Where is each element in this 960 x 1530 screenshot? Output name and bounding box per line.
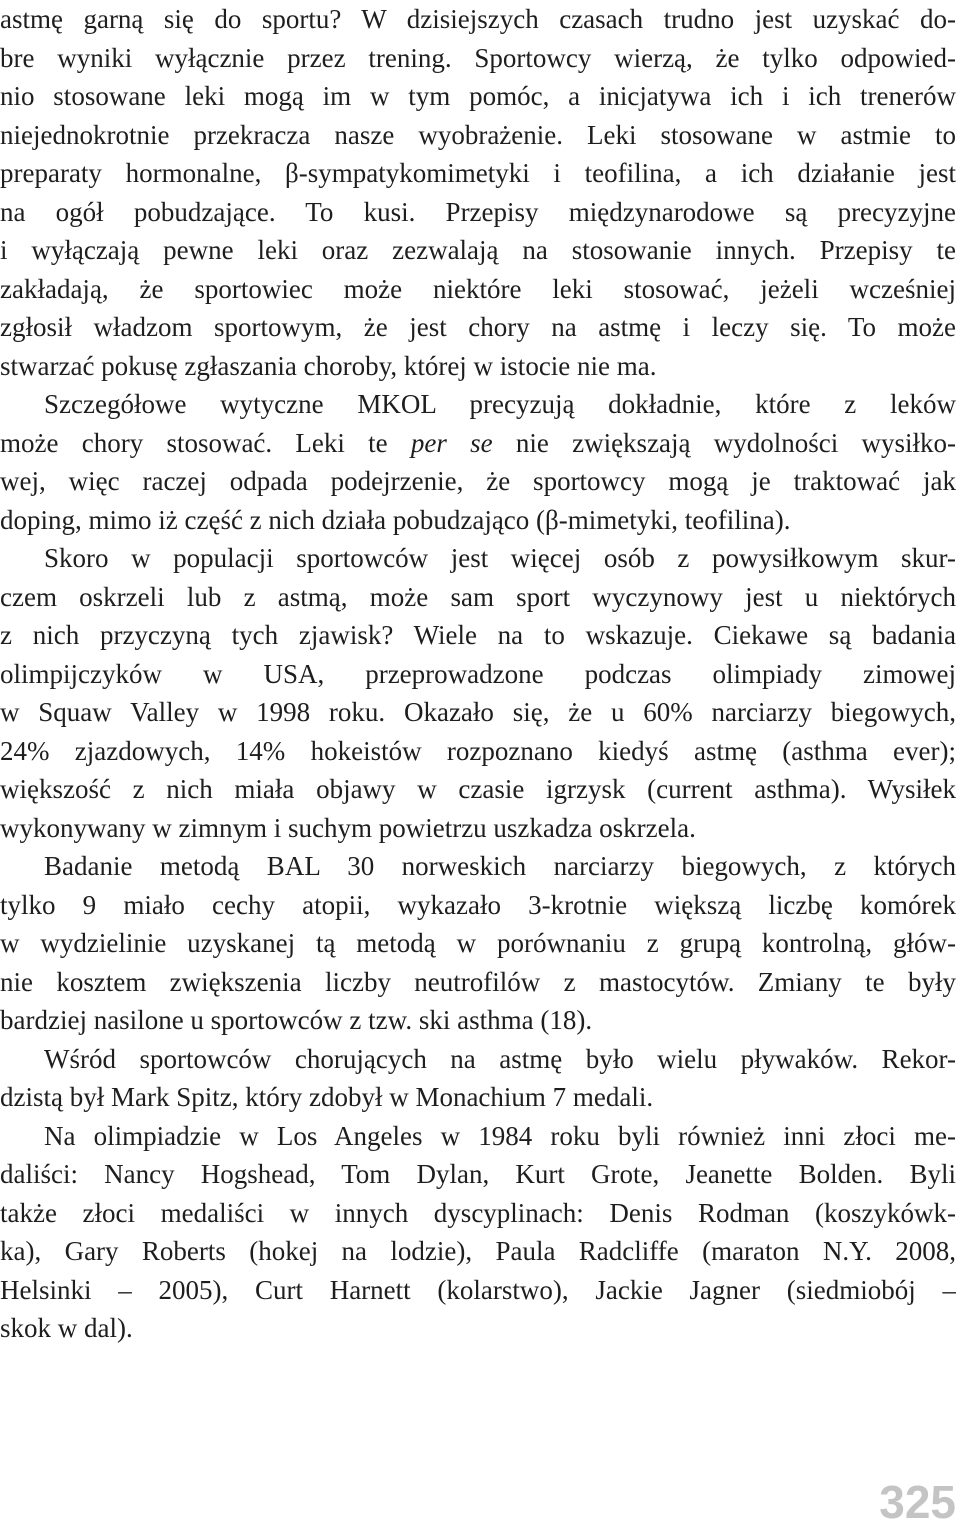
text-line: doping, mimo iż część z nich działa pobudzająco (β-mimetyki, teofilina).: [0, 504, 791, 535]
text-line: i wyłączają pewne leki oraz zezwalają na stosowanie innych. Przepisy te: [0, 235, 956, 265]
text-line: w Squaw Valley w 1998 roku. Okazało się, że u 60% narciarzy biegowych,: [0, 697, 956, 727]
text-line: Skoro w populacji sportowców jest więcej osób z powysiłkowym skur-: [44, 543, 956, 573]
text-line: zgłosił władzom sportowym, że jest chory na astmę i leczy się. To może: [0, 312, 956, 342]
text-line: tylko 9 miało cechy atopii, wykazało 3-krotnie większą liczbę komórek: [0, 889, 956, 920]
text-line: Badanie metodą BAL 30 norweskich narciarzy biegowych, z których: [44, 851, 956, 881]
text-line: na ogół pobudzające. To kusi. Przepisy międzynarodowe są precyzyjne: [0, 196, 956, 227]
text-line: także złoci medaliści w innych dyscyplinach: Denis Rodman (koszykówk-: [0, 1197, 956, 1228]
text-line: większość z nich miała objawy w czasie igrzysk (current asthma). Wysiłek: [0, 774, 956, 804]
text-line: Na olimpiadzie w Los Angeles w 1984 roku byli również inni złoci me-: [44, 1120, 956, 1151]
text-line: olimpijczyków w USA, przeprowadzone podczas olimpiady zimowej: [0, 658, 956, 689]
italic-phrase: per se: [410, 427, 493, 458]
text-line: nio stosowane leki mogą im w tym pomóc, a inicjatywa ich i ich trenerów: [0, 81, 956, 111]
text-line: Helsinki – 2005), Curt Harnett (kolarstwo), Jackie Jagner (siedmiobój –: [0, 1274, 956, 1305]
text-line: stwarzać pokusę zgłaszania choroby, której w istocie nie ma.: [0, 350, 657, 381]
text-line: niejednokrotnie przekracza nasze wyobrażenie. Leki stosowane w astmie to: [0, 119, 956, 150]
text-line: bardziej nasilone u sportowców z tzw. ski asthma (18).: [0, 1005, 593, 1035]
text-line: wej, więc raczej odpada podejrzenie, że sportowcy mogą je traktować jak: [0, 466, 956, 496]
text-line: preparaty hormonalne, β-sympatykomimetyki i teofilina, a ich działanie jest: [0, 158, 956, 188]
text-line: nie kosztem zwiększenia liczby neutrofilów z mastocytów. Zmiany te były: [0, 966, 956, 997]
text-line: 24% zjazdowych, 14% hokeistów rozpoznano kiedyś astmę (asthma ever);: [0, 735, 956, 766]
text-line: zakładają, że sportowiec może niektóre leki stosować, jeżeli wcześniej: [0, 273, 956, 304]
text-line: Wśród sportowców chorujących na astmę było wielu pływaków. Rekor-: [44, 1043, 956, 1074]
text-line: w wydzielinie uzyskanej tą metodą w porównaniu z grupą kontrolną, głów-: [0, 928, 956, 958]
text-line: może chory stosować. Leki te per se nie zwiększają wydolności wysiłko-: [0, 427, 956, 458]
text-line: dzistą był Mark Spitz, który zdobył w Monachium 7 medali.: [0, 1082, 654, 1112]
text-line: czem oskrzeli lub z astmą, może sam sport wyczynowy jest u niektórych: [0, 581, 956, 612]
text-line: z nich przyczyną tych zjawisk? Wiele na to wskazuje. Ciekawe są badania: [0, 620, 956, 650]
text-line: bre wyniki wyłącznie przez trening. Sportowcy wierzą, że tylko odpowied-: [0, 42, 956, 73]
text-line: skok w dal).: [0, 1313, 133, 1343]
page-number: 325: [879, 1476, 956, 1528]
text-line: astmę garną się do sportu? W dzisiejszych czasach trudno jest uzyskać do-: [0, 4, 956, 34]
text-line: wykonywany w zimnym i suchym powietrzu uszkadza oskrzela.: [0, 812, 696, 843]
text-line: ka), Gary Roberts (hokej na lodzie), Paula Radcliffe (maraton N.Y. 2008,: [0, 1236, 956, 1266]
text-line: Szczegółowe wytyczne MKOL precyzują dokładnie, które z leków: [44, 389, 956, 419]
text-line: daliści: Nancy Hogshead, Tom Dylan, Kurt Grote, Jeanette Bolden. Byli: [0, 1159, 956, 1189]
